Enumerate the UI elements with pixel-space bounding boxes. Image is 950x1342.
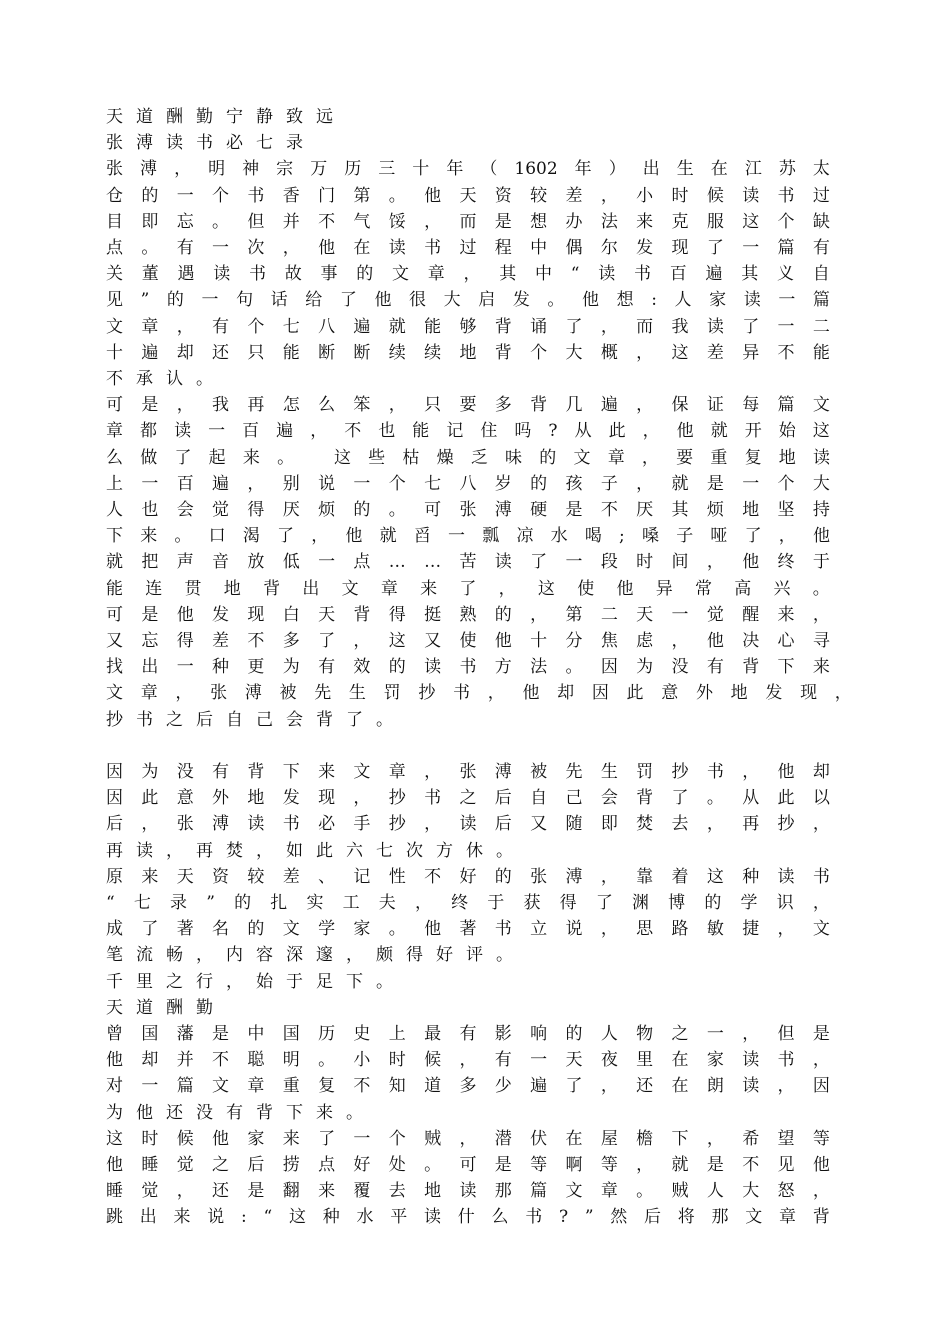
text-line: 文 章 ， 有 个 七 八 遍 就 能 够 背 诵 了 ， 而 我 读 了 一 二 xyxy=(106,316,830,337)
text-line: 天 道 酬 勤 xyxy=(106,997,213,1018)
text-line: 再 读 ， 再 焚 ， 如 此 六 七 次 方 休 。 xyxy=(106,840,513,861)
text-line: 关 董 遇 读 书 故 事 的 文 章 ， 其 中 “ 读 书 百 遍 其 义 自 xyxy=(106,264,830,285)
text-line: 天 道 酬 勤 宁 静 致 远 xyxy=(106,107,333,127)
text-line: 人 也 会 觉 得 厌 烦 的 。 可 张 溥 硬 是 不 厌 其 烦 地 坚 持 xyxy=(106,500,830,520)
text-line: 张 溥 ， 明 神 宗 万 历 三 十 年 （ 1602 年 ） 出 生 在 江 苏 太 xyxy=(106,159,830,180)
text-line: 不 承 认 。 xyxy=(106,369,213,389)
text-line: 睡 觉 ， 还 是 翻 来 覆 去 地 读 那 篇 文 章 。 贼 人 大 怒 ， xyxy=(106,1181,830,1202)
text-line: 原 来 天 资 较 差 、 记 性 不 好 的 张 溥 ， 靠 着 这 种 读 书 xyxy=(106,866,830,887)
text-line: 章 都 读 一 百 遍 ， 不 也 能 记 住 吗 ? 从 此 ， 他 就 开 始 这 xyxy=(106,421,830,442)
text-line: 因 为 没 有 背 下 来 文 章 ， 张 溥 被 先 生 罚 抄 书 ， 他 却 xyxy=(106,762,830,782)
text-line: 张 溥 读 书 必 七 录 xyxy=(106,133,303,154)
text-line: 可 是 ， 我 再 怎 么 笨 ， 只 要 多 背 几 遍 ， 保 证 每 篇 文 xyxy=(106,395,830,416)
text-line: 点 。 有 一 次 ， 他 在 读 书 过 程 中 偶 尔 发 现 了 一 篇 有 xyxy=(106,238,830,258)
text-line: 因 此 意 外 地 发 现 ， 抄 书 之 后 自 己 会 背 了 。 从 此 以 xyxy=(106,788,830,809)
text-line: 他 却 并 不 聪 明 。 小 时 候 ， 有 一 天 夜 里 在 家 读 书 ， xyxy=(106,1050,830,1071)
text-line: 十 遍 却 还 只 能 断 断 续 续 地 背 个 大 概 ， 这 差 异 不 能 xyxy=(106,342,830,363)
text-line: 这 时 候 他 家 来 了 一 个 贼 ， 潜 伏 在 屋 檐 下 ， 希 望 等 xyxy=(106,1128,830,1149)
text-line xyxy=(106,733,830,759)
text-line: 又 忘 得 差 不 多 了 ， 这 又 使 他 十 分 焦 虑 ， 他 决 心 寻 xyxy=(106,631,830,651)
text-line: 跳 出 来 说 : “ 这 种 水 平 读 什 么 书 ? ” 然 后 将 那 文 章 背 xyxy=(106,1207,830,1228)
text-line: 文 章 ， 张 溥 被 先 生 罚 抄 书 ， 他 却 因 此 意 外 地 发 现 ， xyxy=(106,683,852,704)
text-line: 可 是 他 发 现 白 天 背 得 挺 熟 的 ， 第 二 天 一 觉 醒 来 ， xyxy=(106,604,830,625)
text-line: 成 了 著 名 的 文 学 家 。 他 著 书 立 说 ， 思 路 敏 捷 ， 文 xyxy=(106,919,830,940)
text-line: 么 做 了 起 来 。 这 些 枯 燥 乏 味 的 文 章 ， 要 重 复 地 读 xyxy=(106,447,830,468)
text-line: 后 ， 张 溥 读 书 必 手 抄 ， 读 后 又 随 即 焚 去 ， 再 抄 ， xyxy=(106,814,830,835)
text-line: 笔 流 畅 ， 内 容 深 邃 ， 颇 得 好 评 。 xyxy=(106,945,513,966)
text-line: “ 七 录 ” 的 扎 实 工 夫 ， 终 于 获 得 了 渊 博 的 学 识 ， xyxy=(106,893,830,913)
text-line: 曾 国 藩 是 中 国 历 史 上 最 有 影 响 的 人 物 之 一 ， 但 是 xyxy=(106,1024,830,1044)
text-line: 下 来 。 口 渴 了 ， 他 就 舀 一 瓢 凉 水 喝 ; 嗓 子 哑 了 ， 他 xyxy=(106,526,830,547)
text-line: 就 把 声 音 放 低 一 点 … … 苦 读 了 一 段 时 间 ， 他 终 于 xyxy=(106,552,830,573)
text-line: 为 他 还 没 有 背 下 来 。 xyxy=(106,1102,363,1123)
text-line: 能 连 贯 地 背 出 文 章 来 了 ， 这 使 他 异 常 高 兴 。 xyxy=(106,578,830,599)
text-line: 上 一 百 遍 ， 别 说 一 个 七 八 岁 的 孩 子 ， 就 是 一 个 大 xyxy=(106,473,830,494)
text-line: 他 睡 觉 之 后 捞 点 好 处 。 可 是 等 啊 等 ， 就 是 不 见 他 xyxy=(106,1155,830,1175)
text-line: 对 一 篇 文 章 重 复 不 知 道 多 少 遍 了 ， 还 在 朗 读 ， 因 xyxy=(106,1076,830,1097)
text-line: 仓 的 一 个 书 香 门 第 。 他 天 资 较 差 ， 小 时 候 读 书 过 xyxy=(106,185,830,206)
text-line: 找 出 一 种 更 为 有 效 的 读 书 方 法 。 因 为 没 有 背 下 来 xyxy=(106,657,830,678)
text-line: 见 ” 的 一 句 话 给 了 他 很 大 启 发 。 他 想 : 人 家 读 一 篇 xyxy=(106,290,830,311)
text-line: 千 里 之 行 ， 始 于 足 下 。 xyxy=(106,971,393,992)
text-line: 目 即 忘 。 但 并 不 气 馁 ， 而 是 想 办 法 来 克 服 这 个 缺 xyxy=(106,211,830,232)
text-line: 抄 书 之 后 自 己 会 背 了 。 xyxy=(106,709,393,730)
